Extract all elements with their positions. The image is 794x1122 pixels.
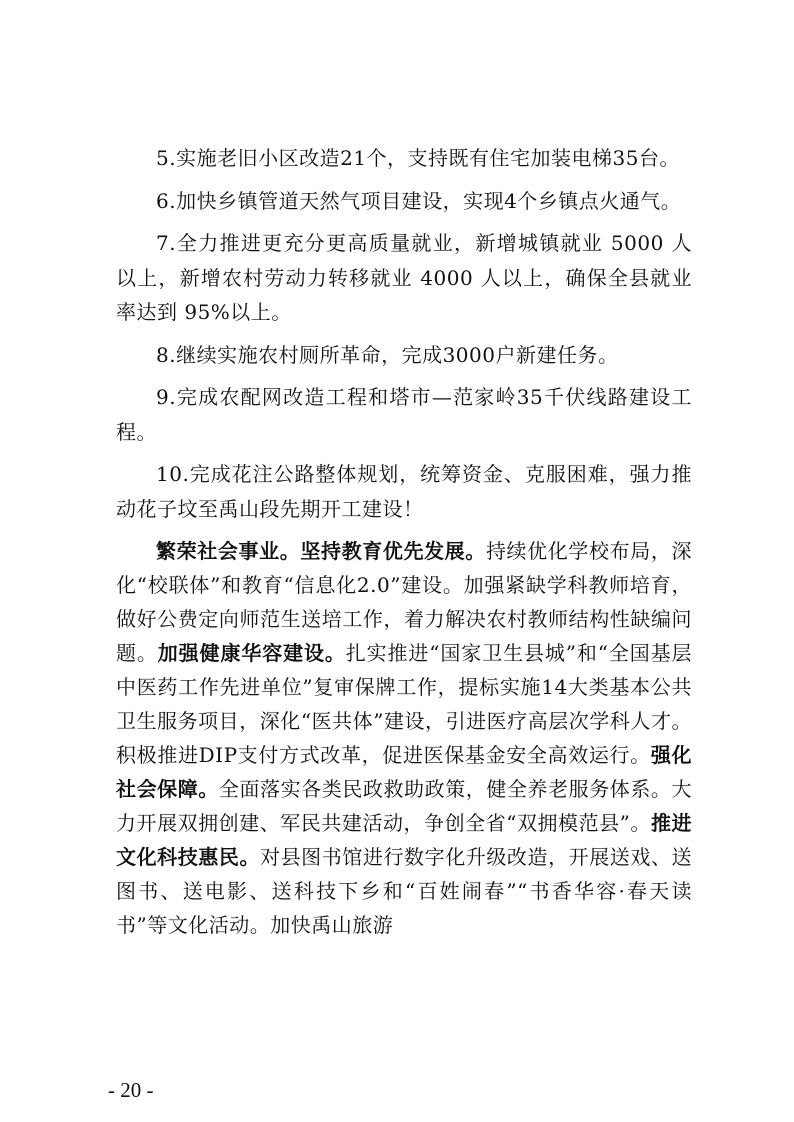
social-affairs-paragraph (116, 534, 692, 942)
list-item-9: 9.完成农配网改造工程和塔市—范家岭35千伏线路建设工程。 (116, 385, 692, 444)
heading-health: 加强健康华容建设。 (157, 641, 346, 665)
text-social-security: 全面落实各类民政救助政策，健全养老服务体系。大力开展双拥创建、军民共建活动，争创全省“双拥模范县”。 (116, 777, 693, 835)
heading-social-security: 强化社会保障。 (116, 743, 693, 801)
list-item-8: 8.继续实施农村厕所革命，完成3000户新建任务。 (156, 342, 619, 367)
heading-social-affairs: 繁荣社会事业。 (156, 539, 301, 563)
document-body (116, 141, 692, 942)
heading-culture: 推进文化科技惠民。 (116, 811, 693, 869)
text-culture: 对县图书馆进行数字化升级改造，开展送戏、送图书、送电影、送科技下乡和“百姓闹春”“书香华容·春天读书”等文化活动。加快禹山旅游 (116, 845, 693, 937)
text-health: 扎实推进“国家卫生县城”和“全国基层中医药工作先进单位”复审保牌工作，提标实施14大类基本公共卫生服务项目，深化“医共体”建设，引进医疗高层次学科人才。积极推进DIP支付方式改革，促进医保基金安全高效运行。 (116, 641, 693, 767)
list-item-10: 10.完成花注公路整体规划，统筹资金、克服困难，强力推动花子坟至禹山段先期开工建设！ (116, 462, 692, 521)
text-education: 持续优化学校布局，深化“校联体”和教育“信息化2.0”建设。加强紧缺学科教师培育，做好公费定向师范生送培工作，着力解决农村教师结构性缺编问题。 (116, 539, 693, 665)
list-item-6: 6.加快乡镇管道天然气项目建设，实现4个乡镇点火通气。 (156, 188, 682, 213)
heading-education: 坚持教育优先发展。 (300, 539, 486, 563)
page-number: - 20 - (108, 1078, 154, 1102)
list-item-7: 7.全力推进更充分更高质量就业，新增城镇就业 5000 人以上，新增农村劳动力转移就业 4000 人以上，确保全县就业率达到 95%以上。 (116, 231, 692, 324)
list-item-5: 5.实施老旧小区改造21个，支持既有住宅加装电梯35台。 (156, 146, 680, 170)
